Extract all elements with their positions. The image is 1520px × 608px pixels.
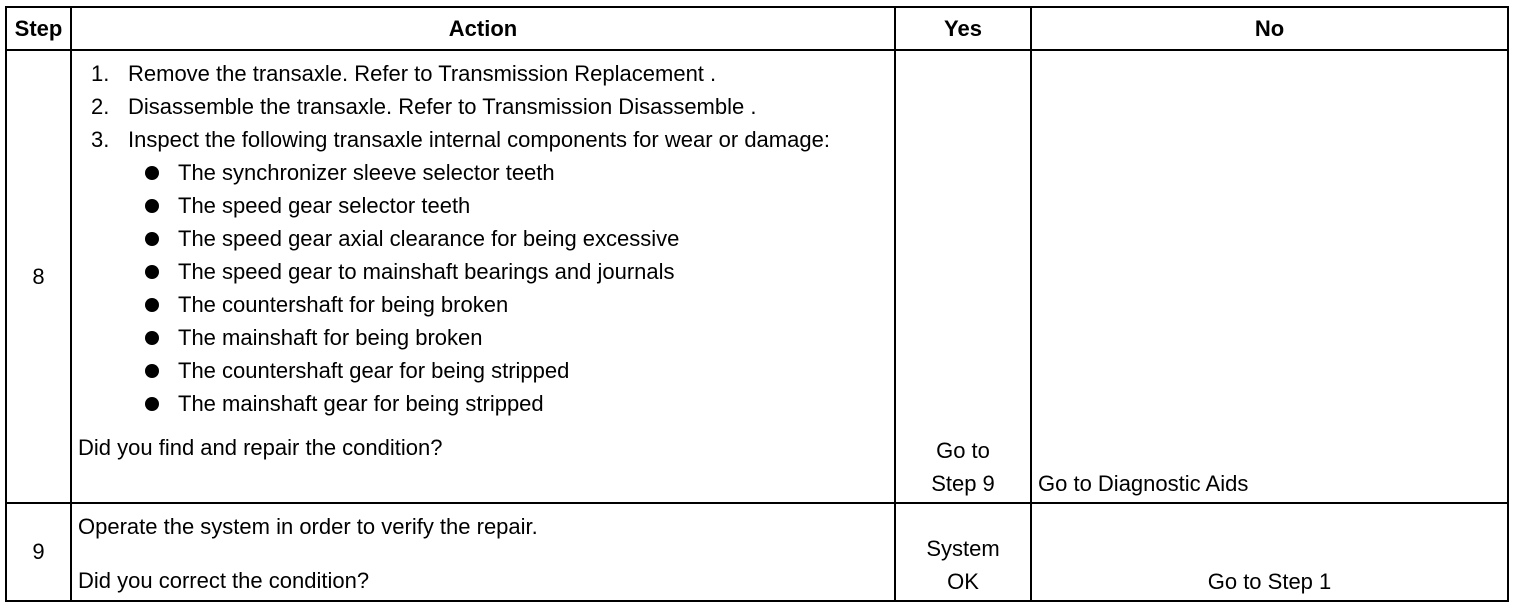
bullet-item: [78, 222, 888, 255]
list-marker: 3.: [91, 127, 110, 152]
no-result: Go to Diagnostic Aids: [1038, 470, 1249, 496]
bullet-text: The speed gear to mainshaft bearings and journals: [178, 259, 675, 284]
bullet-dot-icon: [145, 199, 159, 213]
list-item: [78, 90, 888, 123]
yes-cell: [895, 50, 1031, 503]
step-question: Did you find and repair the condition?: [78, 435, 443, 460]
no-cell: [1031, 50, 1508, 503]
table-row: [6, 503, 1508, 601]
yes-result-line: System: [926, 536, 1000, 561]
yes-result: [896, 434, 1030, 500]
header-no: No: [1031, 7, 1508, 50]
bullet-item: [78, 255, 888, 288]
no-cell: [1031, 503, 1508, 601]
diagnostic-table: [5, 6, 1509, 602]
bullet-dot-icon: [145, 232, 159, 246]
bullet-text: The mainshaft for being broken: [178, 325, 483, 350]
header-action: Action: [71, 7, 895, 50]
bullet-item: [78, 156, 888, 189]
yes-cell: [895, 503, 1031, 601]
list-item-text: Remove the transaxle. Refer to Transmission Replacement .: [128, 61, 717, 86]
bullet-text: The speed gear selector teeth: [178, 193, 471, 218]
action-cell: [71, 50, 895, 503]
step-question: Did you correct the condition?: [78, 567, 370, 593]
list-marker: 1.: [91, 61, 110, 86]
bullet-text: The mainshaft gear for being stripped: [178, 391, 544, 416]
list-item: [78, 57, 888, 90]
bullet-text: The speed gear axial clearance for being excessive: [178, 226, 680, 251]
yes-result-line: OK: [947, 569, 979, 594]
numbered-list: [78, 51, 888, 156]
bullet-item: [78, 354, 888, 387]
no-result: Go to Step 1: [1207, 569, 1332, 594]
list-marker: 2.: [91, 94, 110, 119]
bullet-text: The synchronizer sleeve selector teeth: [178, 160, 555, 185]
list-item-text: Disassemble the transaxle. Refer to Transmission Disassemble .: [128, 94, 757, 119]
header-yes: Yes: [895, 7, 1031, 50]
yes-result-line: Go to: [936, 437, 990, 463]
yes-result: [896, 532, 1030, 598]
bullet-text: The countershaft for being broken: [178, 292, 509, 317]
bullet-item: [78, 288, 888, 321]
bullet-dot-icon: [145, 397, 159, 411]
bullet-list: [78, 156, 888, 420]
step-number: 8: [6, 50, 71, 503]
bullet-dot-icon: [145, 166, 159, 180]
yes-result-line: Step 9: [931, 470, 995, 496]
header-row: [6, 7, 1508, 50]
bullet-item: [78, 189, 888, 222]
bullet-dot-icon: [145, 331, 159, 345]
bullet-item: [78, 387, 888, 420]
bullet-dot-icon: [145, 364, 159, 378]
table-row: [6, 50, 1508, 503]
bullet-item: [78, 321, 888, 354]
bullet-dot-icon: [145, 265, 159, 279]
step-number: 9: [6, 503, 71, 601]
header-step: Step: [6, 7, 71, 50]
bullet-text: The countershaft gear for being stripped: [178, 358, 570, 383]
list-item: [78, 123, 888, 156]
list-item-text: Inspect the following transaxle internal components for wear or damage:: [128, 127, 830, 152]
bullet-dot-icon: [145, 298, 159, 312]
action-text: Operate the system in order to verify the repair.: [78, 513, 538, 539]
action-cell: [71, 503, 895, 601]
